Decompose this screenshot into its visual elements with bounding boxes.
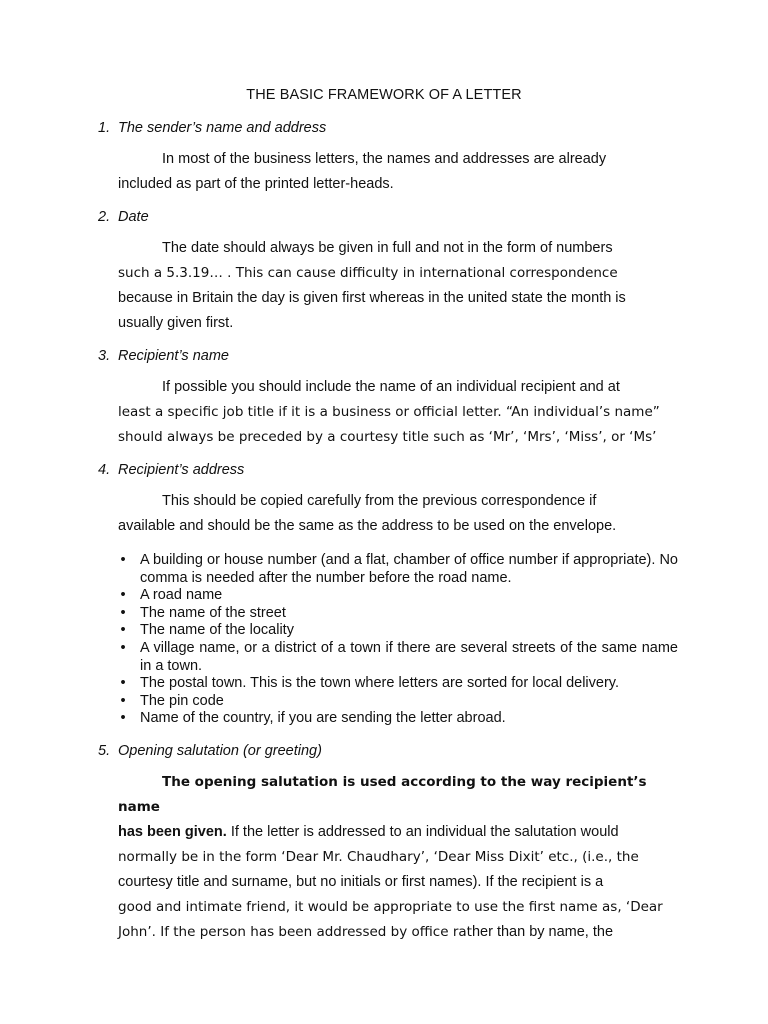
text-line: The date should always be given in full and not in the form of numbers	[162, 240, 613, 256]
bullet-icon: •	[120, 675, 126, 692]
text-line: courtesy title and surname, but no initials or first names). If the recipient is a	[118, 874, 604, 890]
paragraph-recipient-address	[118, 489, 676, 539]
bold-text: has been given.	[118, 824, 227, 840]
section-number: 5.	[98, 743, 111, 759]
text-line: In most of the business letters, the names and addresses are already	[162, 151, 607, 167]
list-item-text: The name of the locality	[140, 622, 294, 639]
address-bullet-list	[118, 552, 678, 728]
list-item-text: The postal town. This is the town where letters are sorted for local delivery.	[140, 675, 619, 692]
text-line: because in Britain the day is given first whereas in the united state the month is	[118, 290, 626, 306]
bullet-icon: •	[120, 587, 126, 604]
text-line: John’. If the person has been addressed by office rat	[118, 924, 472, 940]
section-title: Opening salutation (or greeting)	[118, 743, 322, 759]
list-item	[118, 710, 678, 728]
section-number: 1.	[98, 120, 111, 136]
text-line: This should be copied carefully from the previous correspondence if	[162, 493, 597, 509]
text-line: least a specific job title if it is a business or official letter. “An individual’s name”	[118, 404, 660, 420]
list-item	[118, 552, 678, 587]
section-heading-date	[98, 209, 149, 225]
bullet-icon: •	[120, 639, 126, 656]
paragraph-date	[118, 236, 676, 336]
text-line: should always be preceded by a courtesy title such as ‘Mr’, ‘Mrs’, ‘Miss’, or ‘Ms’	[118, 429, 657, 445]
bullet-icon: •	[120, 692, 126, 709]
section-number: 3.	[98, 348, 111, 364]
list-item	[118, 693, 678, 711]
section-heading-recipient-address	[98, 462, 244, 478]
paragraph-sender	[118, 147, 676, 197]
text-line: If possible you should include the name of an individual recipient and at	[162, 379, 620, 395]
list-item	[118, 587, 678, 605]
list-item-text: Name of the country, if you are sending the letter abroad.	[140, 710, 506, 727]
section-number: 4.	[98, 462, 111, 478]
list-item-text: A village name, or a district of a town if there are several streets of the same name in a town.	[140, 639, 678, 674]
text-line: available and should be the same as the address to be used on the envelope.	[118, 518, 617, 534]
list-item	[118, 640, 678, 675]
list-item	[118, 605, 678, 623]
section-title: Recipient’s name	[118, 348, 229, 364]
section-title: Recipient’s address	[118, 462, 245, 478]
section-number: 2.	[98, 209, 111, 225]
text-line: usually given first.	[118, 315, 234, 331]
text-line: good and intimate friend, it would be appropriate to use the first name as, ‘Dear	[118, 899, 663, 915]
bullet-icon: •	[120, 604, 126, 621]
document-title: THE BASIC FRAMEWORK OF A LETTER	[246, 87, 522, 103]
list-item	[118, 622, 678, 640]
section-heading-recipient-name	[98, 348, 229, 364]
paragraph-recipient-name	[118, 375, 676, 450]
bullet-icon: •	[120, 622, 126, 639]
bullet-icon: •	[120, 552, 126, 568]
section-title: The sender’s name and address	[118, 120, 327, 136]
paragraph-salutation	[118, 770, 676, 945]
list-item-text: A road name	[140, 587, 223, 604]
text-line: If the letter is addressed to an individual the salutation would	[226, 824, 619, 840]
text-line: normally be in the form ‘Dear Mr. Chaudhary’, ‘Dear Miss Dixit’ etc., (i.e., the	[118, 849, 639, 865]
bullet-icon: •	[120, 710, 126, 727]
list-item	[118, 675, 678, 693]
text-line: her than by name, the	[471, 924, 614, 940]
bold-text: The opening salutation is used according to the way recipient’s name	[118, 774, 647, 815]
text-line: included as part of the printed letter-heads.	[118, 176, 394, 192]
list-item-text: The name of the street	[140, 604, 286, 621]
list-item-text: The pin code	[140, 692, 224, 709]
section-heading-salutation	[98, 743, 322, 759]
text-line: such a 5.3.19… . This can cause difficulty in international correspondence	[118, 265, 618, 281]
section-heading-sender	[98, 120, 326, 136]
list-item-text: A building or house number (and a flat, chamber of office number if appropriate). No comma is needed after the number before the road name.	[140, 552, 678, 586]
section-title: Date	[118, 209, 149, 225]
